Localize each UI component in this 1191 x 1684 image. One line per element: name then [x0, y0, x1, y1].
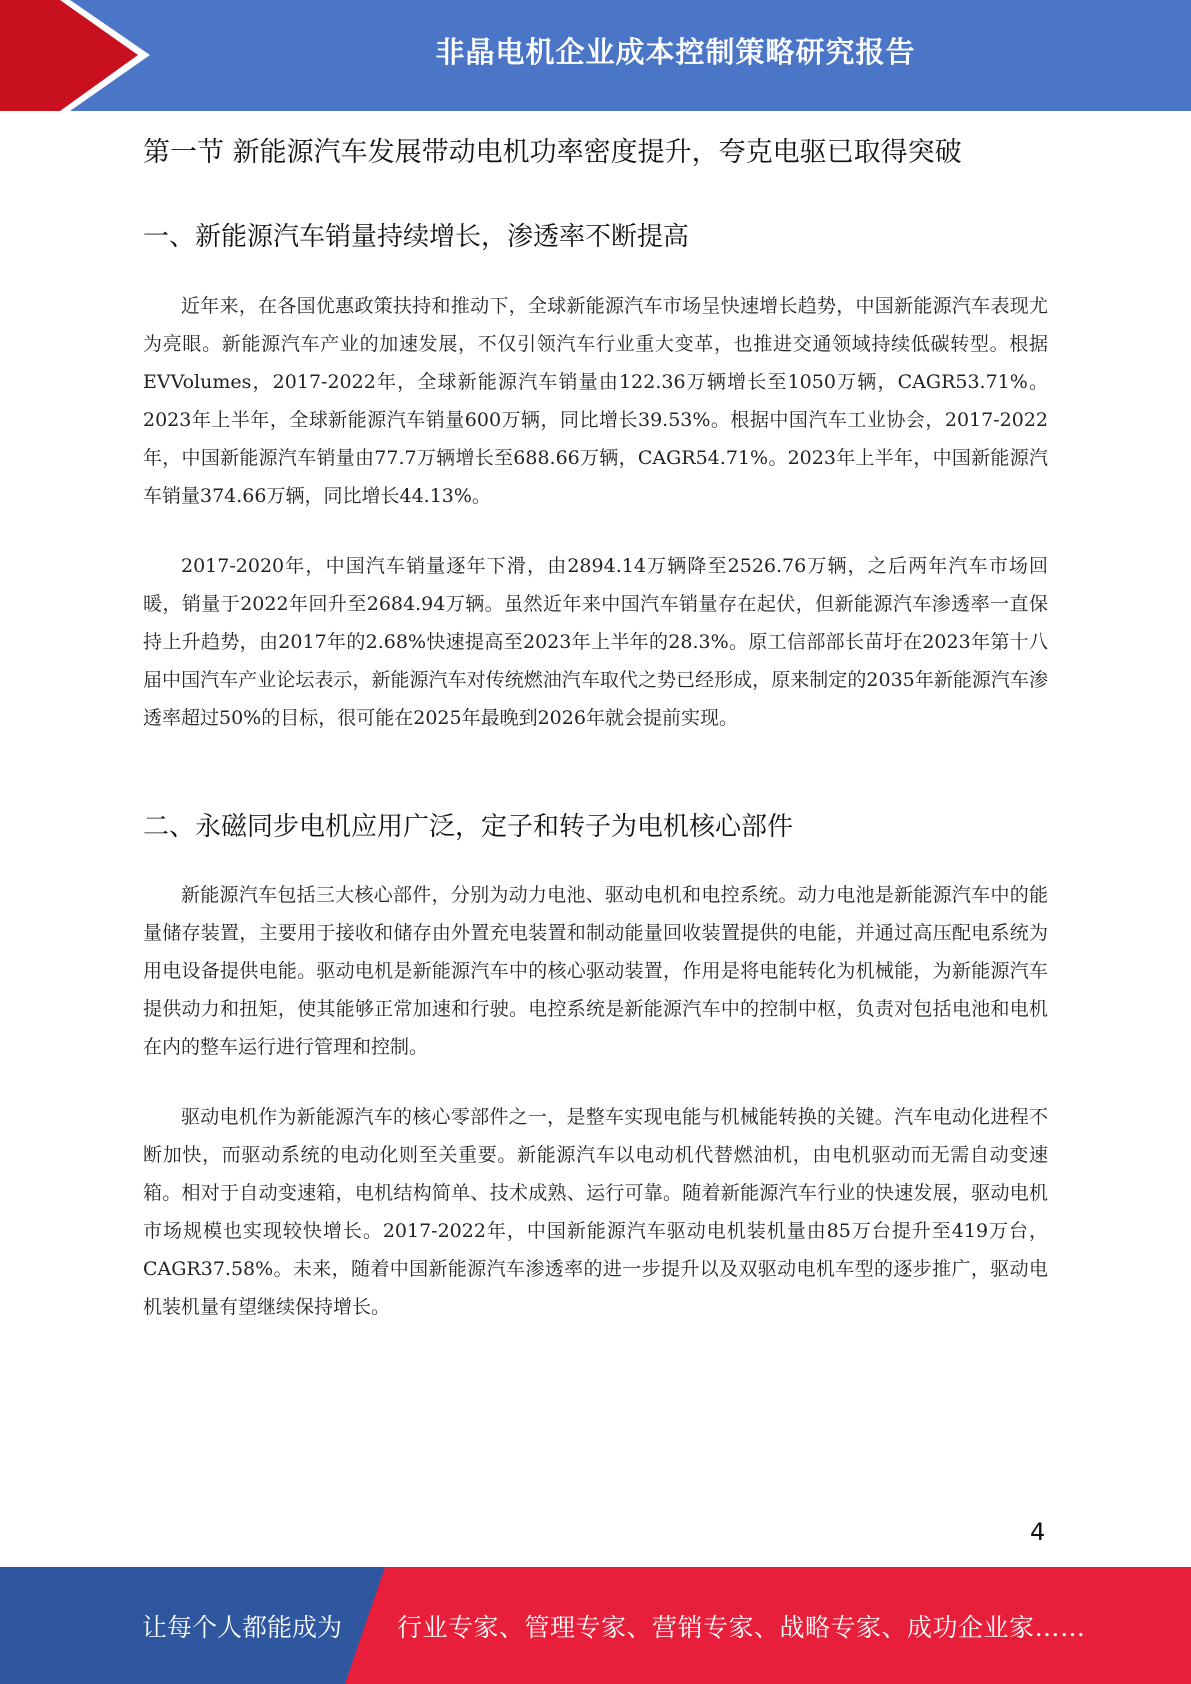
footer-banner: [0, 1567, 1191, 1684]
paragraph-3: 新能源汽车包括三大核心部件，分别为动力电池、驱动电机和电控系统。动力电池是新能源汽车中的能量储存装置，主要用于接收和储存由外置充电装置和制动能量回收装置提供的电能，并通过高压配电系统为用电设备提供电能。驱动电机是新能源汽车中的核心驱动装置，作用是将电能转化为机械能，为新能源汽车提供动力和扭矩，使其能够正常加速和行驶。电控系统是新能源汽车中的控制中枢，负责对包括电池和电机在内的整车运行进行管理和控制。: [143, 884, 1048, 1058]
paragraph-4: 驱动电机作为新能源汽车的核心零部件之一，是整车实现电能与机械能转换的关键。汽车电动化进程不断加快，而驱动系统的电动化则至关重要。新能源汽车以电动机代替燃油机，由电机驱动而无需自动变速箱。相对于自动变速箱，电机结构简单、技术成熟、运行可靠。随着新能源汽车行业的快速发展，驱动电机市场规模也实现较快增长。2017-2022年，中国新能源汽车驱动电机装机量由85万台提升至419万台，CAGR37.58%。未来，随着中国新能源汽车渗透率的进一步提升以及双驱动电机车型的逐步推广，驱动电机装机量有望继续保持增长。: [143, 1106, 1048, 1318]
page-number: 4: [1030, 1518, 1046, 1546]
report-title: 非晶电机企业成本控制策略研究报告: [435, 34, 916, 69]
subsection-heading-1: 一、新能源汽车销量持续增长，渗透率不断提高: [143, 222, 690, 252]
paragraph-1: 近年来，在各国优惠政策扶持和推动下，全球新能源汽车市场呈快速增长趋势，中国新能源汽车表现尤为亮眼。新能源汽车产业的加速发展，不仅引领汽车行业重大变革，也推进交通领域持续低碳转型。根据EVVolumes，2017-2022年，全球新能源汽车销量由122.36万辆增长至1050万辆，CAGR53.71%。2023年上半年，全球新能源汽车销量600万辆，同比增长39.53%。根据中国汽车工业协会，2017-2022年，中国新能源汽车销量由77.7万辆增长至688.66万辆，CAGR54.71%。2023年上半年，中国新能源汽车销量374.66万辆，同比增长44.13%。: [143, 295, 1048, 507]
footer-slogan-right: 行业专家、管理专家、营销专家、战略专家、成功企业家……: [397, 1612, 1086, 1642]
section-title: 第一节 新能源汽车发展带动电机功率密度提升，夸克电驱已取得突破: [143, 137, 962, 168]
subsection-heading-2: 二、永磁同步电机应用广泛，定子和转子为电机核心部件: [143, 812, 794, 842]
paragraph-2: 2017-2020年，中国汽车销量逐年下滑，由2894.14万辆降至2526.76万辆，之后两年汽车市场回暖，销量于2022年回升至2684.94万辆。虽然近年来中国汽车销量存在起伏，但新能源汽车渗透率一直保持上升趋势，由2017年的2.68%快速提高至2023年上半年的28.3%。原工信部部长苗圩在2023年第十八届中国汽车产业论坛表示，新能源汽车对传统燃油汽车取代之势已经形成，原来制定的2035年新能源汽车渗透率超过50%的目标，很可能在2025年最晚到2026年就会提前实现。: [143, 555, 1048, 729]
footer-slogan-left: 让每个人都能成为: [142, 1612, 343, 1642]
header-banner: [0, 0, 1191, 111]
